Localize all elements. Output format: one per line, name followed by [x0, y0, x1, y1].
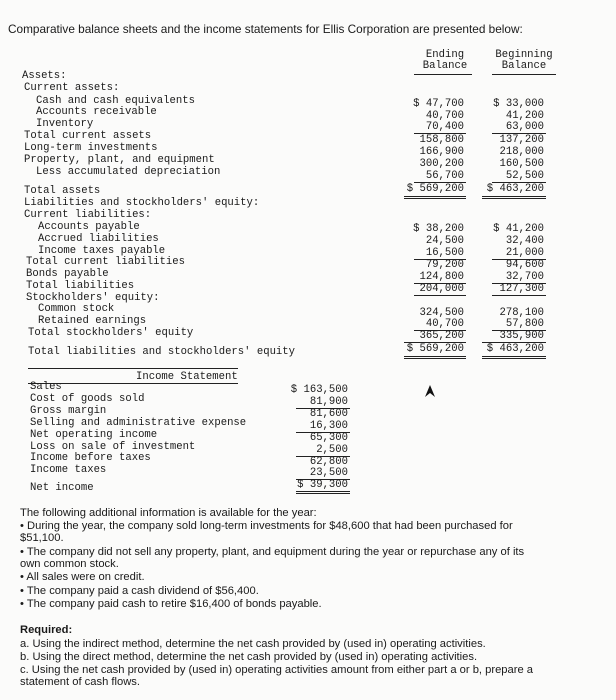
double-underline-le-beginning-1	[482, 356, 546, 357]
column-header-ending-line1: Ending	[425, 49, 465, 61]
required-item-c-line2: statement of cash flows.	[20, 676, 141, 688]
is-label-income-before-taxes: Income before taxes	[30, 452, 151, 464]
bs-label-current-assets: Current assets:	[24, 82, 120, 94]
is-value-loss-on-sale: 2,500	[316, 444, 348, 456]
bs-ending-total-assets: $ 569,200	[406, 183, 464, 195]
bs-label-current-liabilities: Current liabilities:	[24, 209, 152, 221]
is-value-sga: 16,300	[309, 420, 348, 432]
double-underline-le-beginning-2	[482, 358, 546, 359]
double-underline-assets-beginning-1	[482, 196, 546, 197]
bs-beginning-cash: $ 33,000	[493, 98, 544, 110]
underline-liabilities-beginning	[492, 295, 546, 296]
double-underline-ni-2	[296, 493, 350, 494]
required-heading: Required:	[20, 624, 73, 636]
bs-label-total-assets: Total assets	[24, 185, 101, 197]
bs-beginning-retained-earnings: 57,800	[505, 318, 544, 330]
bs-ending-lt-investments: 166,900	[419, 146, 464, 158]
double-underline-le-ending-2	[404, 358, 466, 359]
required-item-a: a. Using the indirect method, determine the net cash provided by (used in) operating activities.	[20, 638, 486, 650]
is-label-gross-margin: Gross margin	[30, 405, 107, 417]
intro-text: Comparative balance sheets and the income statements for Ellis Corporation are presented below:	[8, 22, 523, 36]
is-label-income-taxes: Income taxes	[30, 464, 107, 476]
is-value-sales: $ 163,500	[290, 384, 348, 396]
bs-beginning-total-assets: $ 463,200	[486, 183, 544, 195]
additional-item-2-line2: own common stock.	[20, 558, 119, 570]
bs-ending-total-liabilities: 204,000	[419, 283, 464, 295]
double-underline-assets-ending-2	[404, 198, 466, 199]
additional-item-1	[20, 520, 513, 533]
bs-ending-total-current-liabilities: 79,200	[425, 259, 464, 271]
bs-label-accum-depr: Less accumulated depreciation	[36, 166, 221, 178]
bs-label-total-liab-equity: Total liabilities and stockholders' equity	[28, 346, 296, 358]
is-value-net-income: $ 39,300	[297, 479, 348, 491]
bs-beginning-ppe: 160,500	[499, 158, 544, 170]
double-underline-le-ending-1	[404, 356, 466, 357]
bullet-dot-icon: •	[20, 520, 24, 532]
bs-ending-common-stock: 324,500	[419, 307, 464, 319]
bs-label-retained-earnings: Retained earnings	[38, 315, 147, 327]
additional-item-4	[20, 585, 259, 598]
bs-label-total-equity: Total stockholders' equity	[28, 327, 194, 339]
bs-beginning-total-current-assets: 137,200	[499, 134, 544, 146]
bs-ending-accum-depr: 56,700	[425, 170, 464, 182]
double-underline-ni-1	[296, 491, 350, 492]
column-header-beginning-line2: Balance	[501, 60, 547, 72]
income-statement-top-rule	[28, 368, 238, 369]
additional-item-3	[20, 571, 145, 584]
is-label-sga: Selling and administrative expense	[30, 417, 247, 429]
bs-beginning-lt-investments: 218,000	[499, 146, 544, 158]
is-label-loss-on-sale: Loss on sale of investment	[30, 441, 196, 453]
bs-ending-retained-earnings: 40,700	[425, 318, 464, 330]
bs-label-stockholders-equity: Stockholders' equity:	[26, 292, 160, 304]
is-label-net-income: Net income	[30, 482, 94, 494]
bullet-dot-icon: •	[20, 598, 24, 610]
header-underline-ending	[414, 74, 472, 75]
underline-liabilities-ending	[414, 295, 466, 296]
is-value-cogs: 81,900	[309, 396, 348, 408]
bullet-dot-icon: •	[20, 546, 24, 558]
is-value-income-taxes: 23,500	[309, 467, 348, 479]
bs-label-accrued: Accrued liabilities	[38, 233, 159, 245]
bs-ending-ar: 40,700	[425, 110, 464, 122]
cursor-arrow-icon	[424, 384, 436, 398]
bs-label-total-current-assets: Total current assets	[24, 130, 152, 142]
additional-item-1-line1: During the year, the company sold long-term investments for $48,600 that had been purchased for	[27, 520, 513, 532]
is-label-sales: Sales	[30, 381, 62, 393]
bs-label-taxes-payable: Income taxes payable	[38, 245, 166, 257]
bs-ending-accrued: 24,500	[425, 235, 464, 247]
header-underline-beginning	[492, 74, 556, 75]
bullet-dot-icon: •	[20, 571, 24, 583]
required-item-c-line1: c. Using the net cash provided by (used in) operating activities amount from either part a or b, prepare a	[20, 664, 534, 676]
required-item-b: b. Using the direct method, determine the net cash provided by (used in) operating activities.	[20, 651, 478, 663]
bs-ending-inventory: 70,400	[425, 121, 464, 133]
bs-ending-bonds: 124,800	[419, 271, 464, 283]
column-header-ending-line2: Balance	[422, 60, 468, 72]
double-underline-assets-ending-1	[404, 196, 466, 197]
bs-beginning-inventory: 63,000	[505, 121, 544, 133]
bs-label-lt-investments: Long-term investments	[24, 142, 158, 154]
bs-label-ap: Accounts payable	[38, 221, 140, 233]
additional-heading: The following additional information is available for the year:	[20, 507, 317, 519]
bs-beginning-total-liabilities: 127,300	[499, 283, 544, 295]
bs-beginning-taxes-payable: 21,000	[505, 247, 544, 259]
bs-beginning-accum-depr: 52,500	[505, 170, 544, 182]
is-value-operating-income: 65,300	[309, 432, 348, 444]
column-header-beginning	[492, 50, 556, 72]
bs-beginning-ar: 41,200	[505, 110, 544, 122]
is-value-income-before-taxes: 62,800	[309, 456, 348, 468]
bs-beginning-ap: $ 41,200	[493, 223, 544, 235]
bs-label-total-liabilities: Total liabilities	[26, 280, 135, 292]
additional-item-5-text: The company paid cash to retire $16,400 of bonds payable.	[26, 598, 322, 610]
bs-ending-ap: $ 38,200	[413, 223, 464, 235]
bs-beginning-total-equity: 335,900	[499, 330, 544, 342]
bs-label-bonds: Bonds payable	[26, 268, 109, 280]
additional-item-4-text: The company paid a cash dividend of $56,400.	[26, 585, 259, 597]
is-label-cogs: Cost of goods sold	[30, 393, 145, 405]
bs-label-ppe: Property, plant, and equipment	[24, 154, 215, 166]
additional-item-2-line1: The company did not sell any property, plant, and equipment during the year or repurchase any of its	[26, 546, 525, 558]
bs-beginning-accrued: 32,400	[505, 235, 544, 247]
column-header-beginning-line1: Beginning	[495, 49, 553, 61]
bs-label-cash: Cash and cash equivalents	[36, 95, 195, 107]
bs-beginning-bonds: 32,700	[505, 271, 544, 283]
bs-label-liab-equity: Liabilities and stockholders' equity:	[24, 197, 260, 209]
bs-label-inventory: Inventory	[36, 118, 94, 130]
bs-beginning-total-liab-equity: $ 463,200	[486, 343, 544, 355]
bs-ending-total-current-assets: 158,800	[419, 134, 464, 146]
bs-ending-total-equity: 365,200	[419, 330, 464, 342]
income-statement-title: Income Statement	[136, 371, 238, 383]
bs-ending-total-liab-equity: $ 569,200	[406, 343, 464, 355]
additional-item-5	[20, 598, 322, 611]
is-value-gross-margin: 81,600	[309, 408, 348, 420]
bs-ending-ppe: 300,200	[419, 158, 464, 170]
bullet-dot-icon: •	[20, 585, 24, 597]
bs-ending-taxes-payable: 16,500	[425, 247, 464, 259]
bs-beginning-common-stock: 278,100	[499, 307, 544, 319]
bs-label-total-current-liabilities: Total current liabilities	[26, 256, 185, 268]
bs-label-assets: Assets:	[22, 70, 67, 82]
bs-label-ar: Accounts receivable	[36, 106, 157, 118]
additional-item-1-line2: $51,100.	[20, 532, 64, 544]
is-label-operating-income: Net operating income	[30, 429, 158, 441]
bs-label-common-stock: Common stock	[38, 303, 115, 315]
additional-item-3-text: All sales were on credit.	[26, 571, 145, 583]
bs-ending-cash: $ 47,700	[413, 98, 464, 110]
column-header-ending	[418, 50, 472, 72]
bs-beginning-total-current-liabilities: 94,600	[505, 259, 544, 271]
double-underline-assets-beginning-2	[482, 198, 546, 199]
